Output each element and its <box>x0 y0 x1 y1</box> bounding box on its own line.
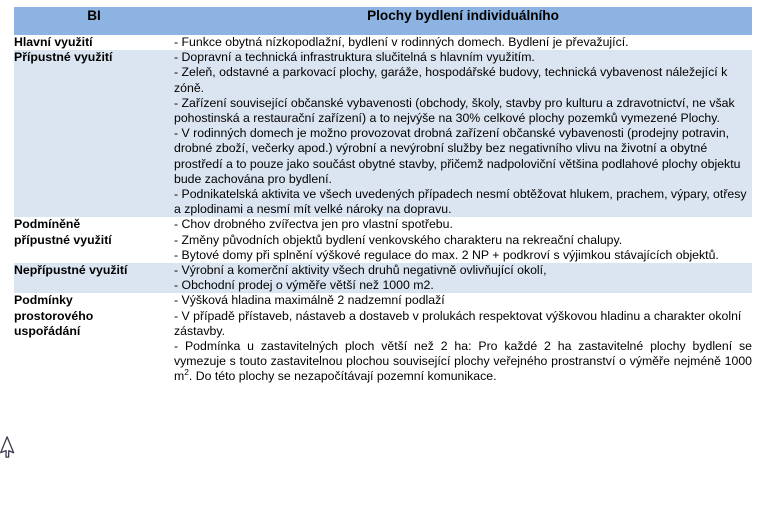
content-line: - Funkce obytná nízkopodlažní, bydlení v rodinných domech. Bydlení je převažující. <box>174 35 629 49</box>
row-label-line: přípustné využití <box>14 232 112 247</box>
content-line: - Zařízení související občanské vybavenosti (obchody, školy, stavby pro kulturu a zdravotnictví, ne však pohostinská a restaurační zařízení) a to nejvýše na 30% celkové plochy pozemků vymezené Plochy. <box>174 95 735 126</box>
row-label-podminene-pripustne-vyuziti <box>14 217 174 263</box>
header-description-label: Plochy bydlení individuálního <box>367 8 559 23</box>
content-line: - Chov drobného zvířectva jen pro vlastní spotřebu. <box>174 217 453 232</box>
row-content-hlavni-vyuziti <box>174 35 752 50</box>
header-code-label: BI <box>87 8 101 23</box>
header-code-cell <box>14 7 174 35</box>
row-label-line: prostorového <box>14 308 94 323</box>
row-label-line: uspořádání <box>14 323 81 338</box>
row-content-nepripustne-vyuziti <box>174 263 752 293</box>
square-meter-exponent: 2 <box>184 367 189 378</box>
content-line: - Změny původních objektů bydlení venkovského charakteru na rekreační chalupy. <box>174 232 623 247</box>
content-line: - Výšková hladina maximálně 2 nadzemní podlaží <box>174 293 445 308</box>
row-label-line: Podmínky <box>14 293 73 308</box>
content-line-justified <box>174 339 752 385</box>
mouse-pointer-icon <box>0 436 17 460</box>
table-row <box>14 263 752 293</box>
row-label-line: Hlavní využití <box>14 35 93 49</box>
header-description-cell <box>174 7 752 35</box>
content-line: - Obchodní prodej o výměře větší než 1000 m2. <box>174 278 434 293</box>
justified-suffix: . Do této plochy se nezapočítávají pozemní komunikace. <box>188 369 497 384</box>
row-label-hlavni-vyuziti <box>14 35 174 50</box>
row-content-podminky-prostoroveho-usporadani <box>174 293 752 384</box>
row-content-pripustne-vyuziti <box>174 50 752 217</box>
table-row <box>14 293 752 384</box>
table-header-row <box>14 7 752 35</box>
row-label-line: Nepřípustné využití <box>14 263 128 278</box>
justified-prefix: - Podmínka u zastavitelných ploch větší než 2 ha: Pro každé 2 ha zastavitelné plochy bydlení se vymezuje s touto zastavitelnou plochou související plochy veřejného prostranství o výměře nejméně 1000 m <box>174 339 752 384</box>
row-label-line: Podmíněně <box>14 217 81 232</box>
content-line: - V rodinných domech je možno provozovat drobná zařízení občanské vybavenosti (prodejny potravin, drobné zboží, večerky apod.) výrobní a nevýrobní služby bez negativního vlivu na životní a obytné prostředí a to pouze jako součást obytné stavby, přičemž nadpoloviční většina podlahové plochy objektu bude zachována pro bydlení. <box>174 126 741 186</box>
row-label-nepripustne-vyuziti <box>14 263 174 293</box>
row-label-line: Přípustné využití <box>14 50 113 65</box>
content-line: - Podnikatelská aktivita ve všech uvedených případech nesmí obtěžovat hlukem, prachem, výpary, otřesy a zplodinami a nesmí mít velké nároky na dopravu. <box>174 187 747 217</box>
table-row <box>14 35 752 50</box>
table-row <box>14 217 752 263</box>
content-line: - V případě přístaveb, nástaveb a dostaveb v prolukách respektovat výškovou hladinu a charakter okolní zástavby. <box>174 308 742 338</box>
content-line: - Zeleň, odstavné a parkovací plochy, garáže, hospodářské budovy, technická vybavenost náležející k zóně. <box>174 65 728 95</box>
table-row <box>14 50 752 217</box>
content-line: - Dopravní a technická infrastruktura slučitelná s hlavním využitím. <box>174 50 535 65</box>
row-label-pripustne-vyuziti <box>14 50 174 217</box>
row-label-podminky-prostoroveho-usporadani <box>14 293 174 384</box>
regulation-table <box>14 7 752 385</box>
row-content-podminene-pripustne-vyuziti <box>174 217 752 263</box>
content-line: - Bytové domy při splnění výškové regulace do max. 2 NP + podkroví s výjimkou stávajících objektů. <box>174 247 719 262</box>
content-line: - Výrobní a komerční aktivity všech druhů negativně ovlivňující okolí, <box>174 263 547 278</box>
